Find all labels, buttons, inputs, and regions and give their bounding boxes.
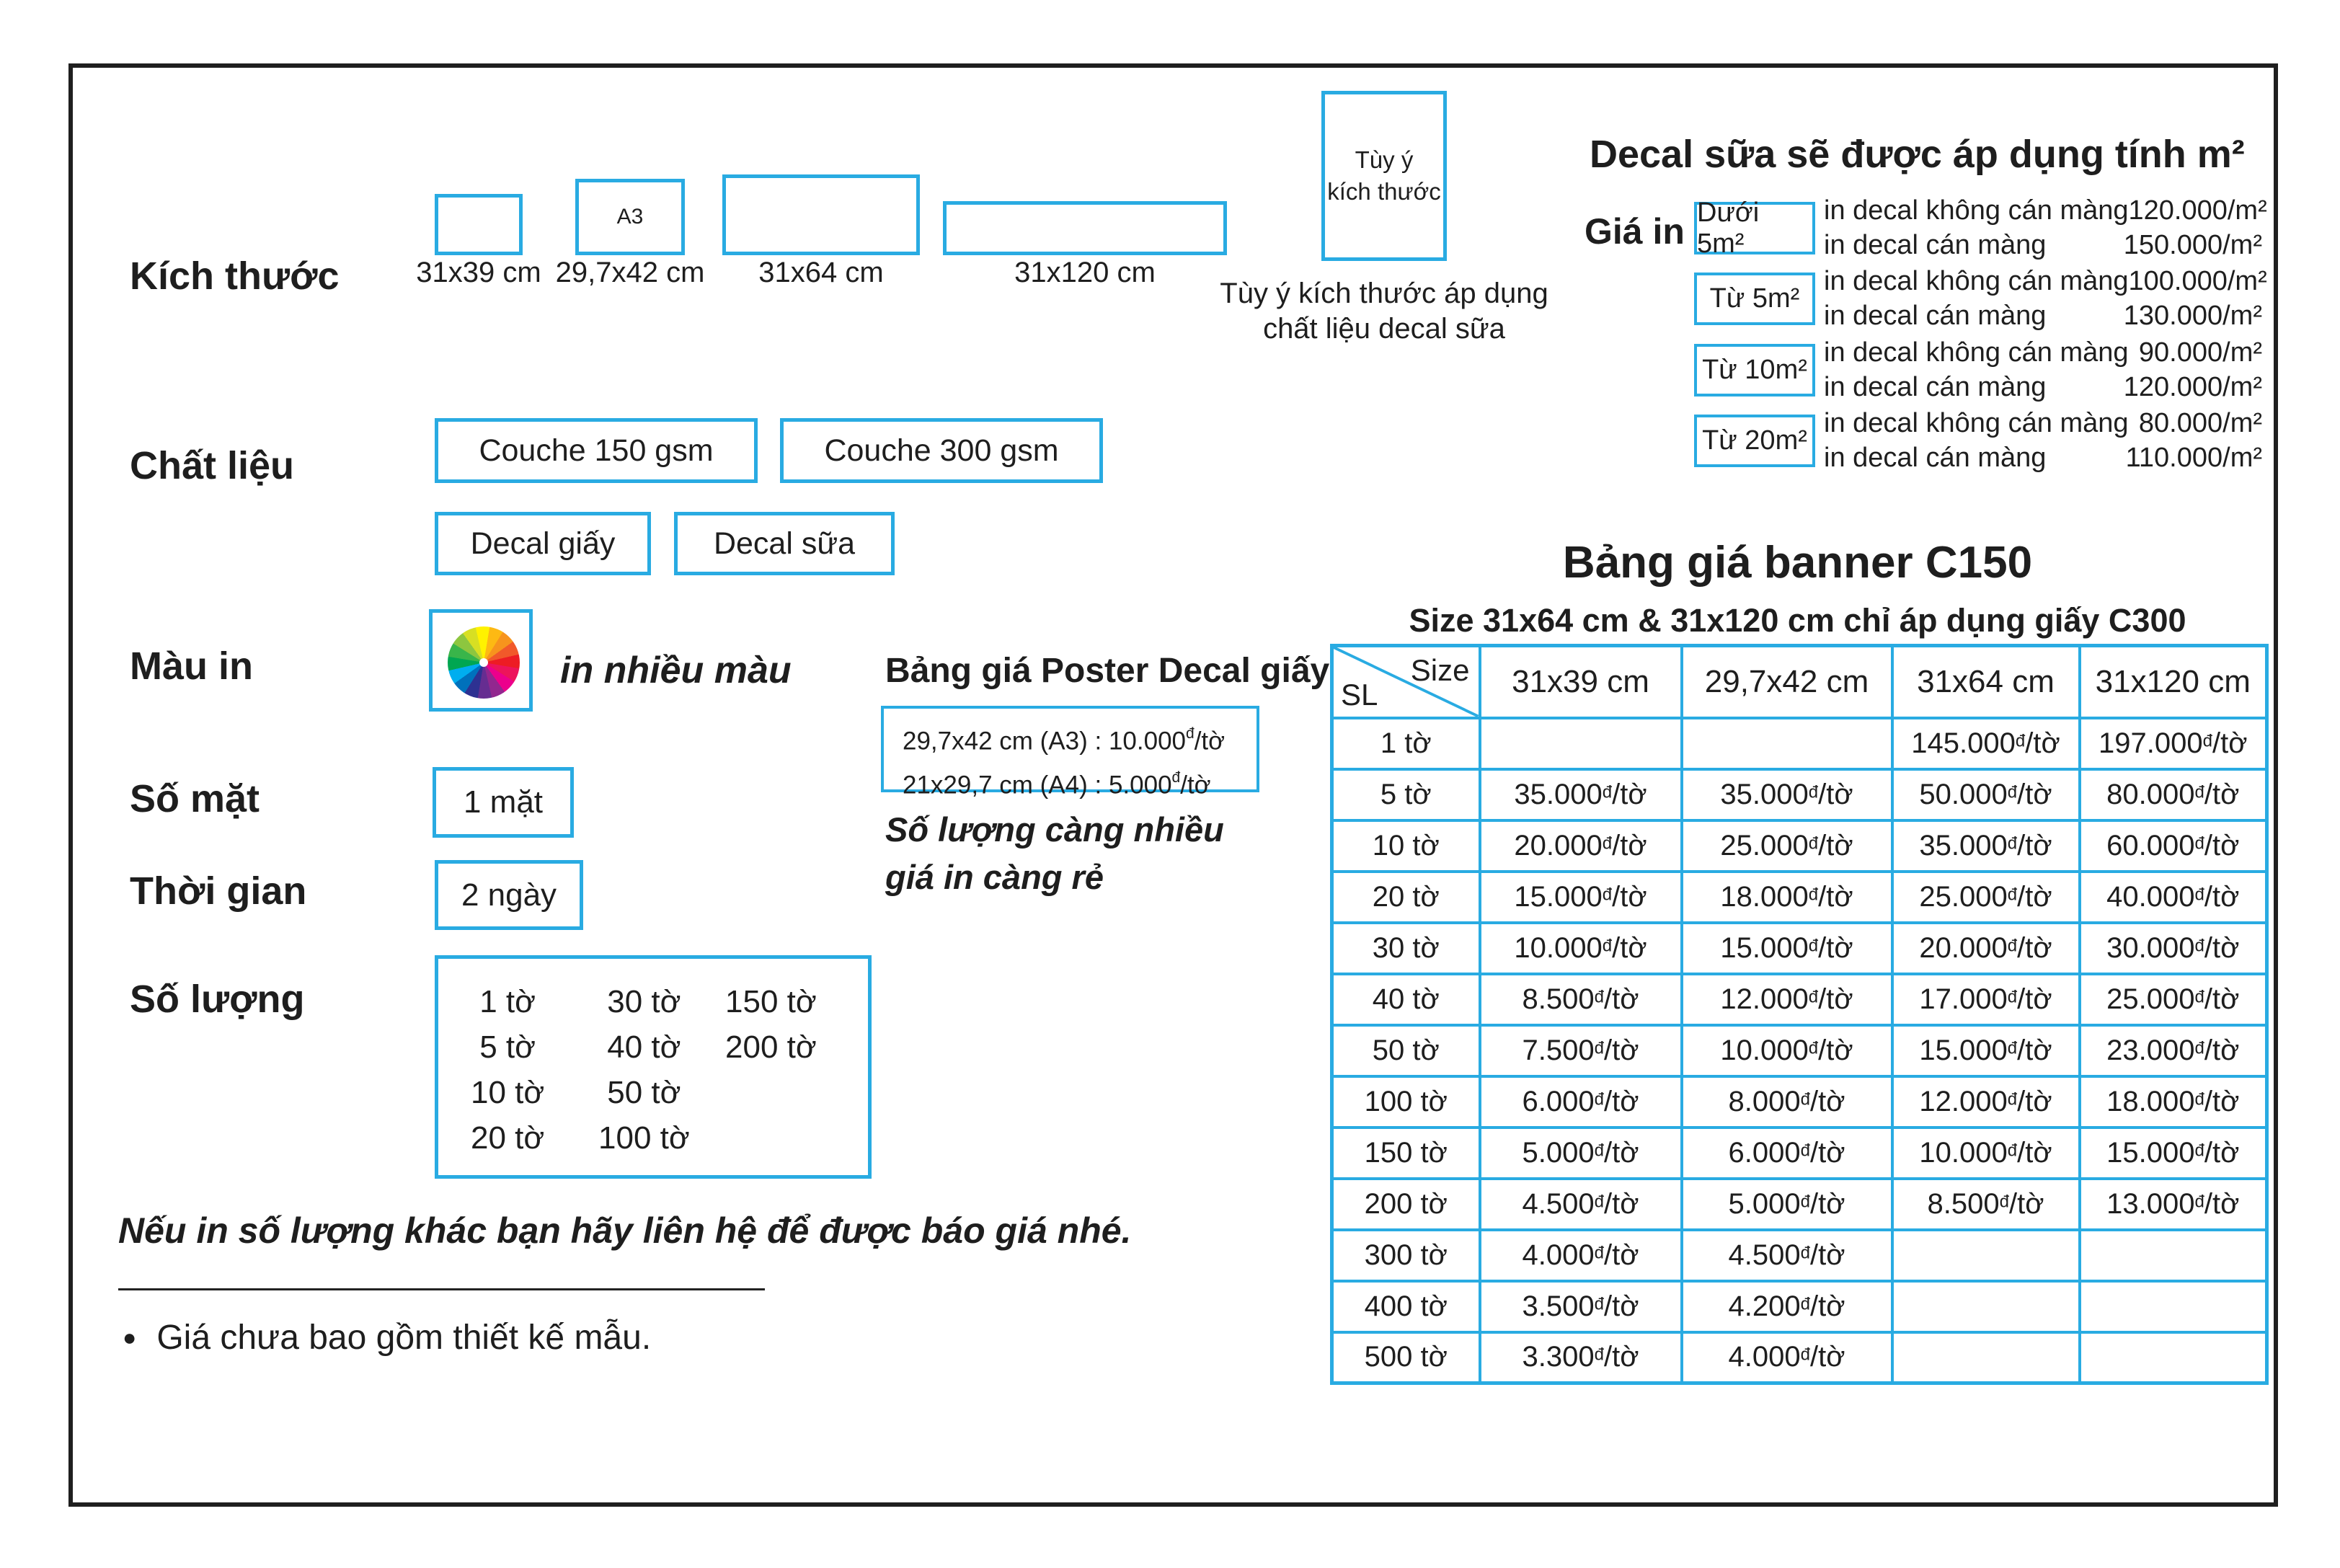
size-caption-31x39: 31x39 cm <box>416 257 541 288</box>
poster-price-a4: 21x29,7 cm (A4) : $5.000^đ/tờ$ <box>903 769 1211 799</box>
dong-superscript: đ <box>1602 833 1613 854</box>
banner-price-cell: $5.000^đ/tờ$ <box>1682 1179 1892 1230</box>
decal-option-label: in decal cán màng <box>1824 442 2047 473</box>
quantity-column <box>725 979 817 1070</box>
banner-price-cell <box>1480 718 1682 769</box>
quantity-option: 50 tờ <box>607 1075 681 1110</box>
banner-price-cell: $18.000^đ/tờ$ <box>1682 872 1892 923</box>
decal-option-price: 80.000/m² <box>2138 407 2262 438</box>
banner-price-cell: $25.000^đ/tờ$ <box>1682 820 1892 872</box>
banner-qty-cell: 40 tờ <box>1332 974 1480 1025</box>
banner-price-cell: $23.000^đ/tờ$ <box>2080 1025 2267 1076</box>
banner-table-row <box>1332 1230 2267 1281</box>
quantity-option: 20 tờ <box>471 1120 545 1156</box>
banner-price-cell: $35.000^đ/tờ$ <box>1480 769 1682 820</box>
quantity-option: 5 tờ <box>479 1029 536 1065</box>
dong-superscript: đ <box>1594 1140 1604 1161</box>
dong-superscript: đ <box>1800 1345 1810 1365</box>
banner-price-cell: $7.500^đ/tờ$ <box>1480 1025 1682 1076</box>
banner-price-cell: $20.000^đ/tờ$ <box>1892 923 2080 974</box>
dong-superscript: đ <box>2015 731 2026 751</box>
banner-price-cell: $10.000^đ/tờ$ <box>1480 923 1682 974</box>
dong-superscript: đ <box>1171 769 1181 787</box>
decal-pricing-title: Decal sữa sẽ được áp dụng tính m² <box>1590 133 2245 176</box>
decal-tier-range-box: Dưới 5m² <box>1694 202 1815 254</box>
banner-price-cell: $15.000^đ/tờ$ <box>1892 1025 2080 1076</box>
time-value-box: 2 ngày <box>435 860 583 930</box>
dong-superscript: đ <box>1808 987 1819 1007</box>
decal-option-price: 90.000/m² <box>2138 337 2262 368</box>
size-box-a3 <box>575 179 685 255</box>
dong-superscript: đ <box>2007 1140 2018 1161</box>
decal-option-price: 120.000/m² <box>2128 195 2267 226</box>
banner-price-cell: $4.200^đ/tờ$ <box>1682 1281 1892 1332</box>
banner-price-cell <box>1682 718 1892 769</box>
size-caption-custom <box>1193 276 1575 347</box>
decal-tier-range-box: Từ 10m² <box>1694 344 1815 397</box>
dong-superscript: đ <box>2007 885 2018 905</box>
disclaimer-text: Giá chưa bao gồm thiết kế mẫu. <box>156 1319 652 1357</box>
custom-size-line2: kích thước <box>1327 178 1441 205</box>
banner-table-row <box>1332 1076 2267 1128</box>
quantity-option: 200 tờ <box>725 1029 817 1065</box>
dong-superscript: đ <box>2007 782 2018 802</box>
dong-superscript: đ <box>1594 1294 1604 1314</box>
quantity-option: 100 tờ <box>598 1120 690 1156</box>
banner-table-row <box>1332 1128 2267 1179</box>
dong-superscript: đ <box>2007 987 2018 1007</box>
banner-price-cell: $18.000^đ/tờ$ <box>2080 1076 2267 1128</box>
size-caption-custom-line1: Tùy ý kích thước áp dụng <box>1220 278 1548 309</box>
banner-price-cell: $197.000^đ/tờ$ <box>2080 718 2267 769</box>
banner-price-cell <box>1892 1332 2080 1383</box>
banner-table-row <box>1332 1332 2267 1383</box>
banner-table-row <box>1332 872 2267 923</box>
dong-superscript: đ <box>1594 1089 1604 1109</box>
dong-superscript: đ <box>2194 833 2204 854</box>
banner-price-cell: $12.000^đ/tờ$ <box>1892 1076 2080 1128</box>
table-corner-cell <box>1332 646 1480 718</box>
banner-price-cell <box>1892 1230 2080 1281</box>
color-wheel-center <box>479 658 488 667</box>
dong-superscript: đ <box>1800 1140 1810 1161</box>
poster-price-a3: 29,7x42 cm (A3) : $10.000^đ/tờ$ <box>903 725 1226 756</box>
decal-tier-option-row <box>1824 264 2267 298</box>
banner-price-cell: $50.000^đ/tờ$ <box>1892 769 2080 820</box>
corner-sl-label: SL <box>1341 677 1378 712</box>
banner-size-header: 31x120 cm <box>2080 646 2267 718</box>
banner-table-row <box>1332 769 2267 820</box>
banner-price-cell: $13.000^đ/tờ$ <box>2080 1179 2267 1230</box>
dong-superscript: đ <box>2194 1038 2204 1058</box>
decal-option-label: in decal không cán màng <box>1824 337 2129 368</box>
decal-tier-option-row <box>1824 193 2267 228</box>
banner-qty-cell: 500 tờ <box>1332 1332 1480 1383</box>
poster-price-title: Bảng giá Poster Decal giấy <box>885 652 1330 690</box>
decal-option-price: 120.000/m² <box>2123 371 2262 402</box>
decal-option-label: in decal không cán màng <box>1824 407 2129 438</box>
banner-price-cell: $30.000^đ/tờ$ <box>2080 923 2267 974</box>
banner-price-cell <box>2080 1332 2267 1383</box>
decal-option-label: in decal cán màng <box>1824 229 2047 260</box>
banner-qty-cell: 100 tờ <box>1332 1076 1480 1128</box>
size-caption-31x120: 31x120 cm <box>1014 257 1156 288</box>
banner-table-row <box>1332 820 2267 872</box>
size-box-31x120 <box>943 201 1227 255</box>
banner-qty-cell: 5 tờ <box>1332 769 1480 820</box>
quantity-option: 1 tờ <box>479 984 536 1019</box>
dong-superscript: đ <box>2194 782 2204 802</box>
dong-superscript: đ <box>2007 1089 2018 1109</box>
size-caption-31x64: 31x64 cm <box>758 257 884 288</box>
banner-table-row <box>1332 923 2267 974</box>
dong-superscript: đ <box>2194 1089 2204 1109</box>
banner-price-cell: $12.000^đ/tờ$ <box>1682 974 1892 1025</box>
dong-superscript: đ <box>1594 1243 1604 1263</box>
banner-price-cell: $25.000^đ/tờ$ <box>2080 974 2267 1025</box>
sides-value-box: 1 mặt <box>433 767 574 838</box>
size-box-31x39 <box>435 194 523 255</box>
dong-superscript: đ <box>1594 1345 1604 1365</box>
dong-superscript: đ <box>1808 782 1819 802</box>
banner-price-table <box>1330 644 2269 1385</box>
decal-tier-option-row <box>1824 298 2262 333</box>
quantity-option: 40 tờ <box>607 1029 681 1065</box>
poster-price-box <box>881 706 1259 799</box>
decal-option-label: in decal cán màng <box>1824 371 2047 402</box>
banner-price-cell: $17.000^đ/tờ$ <box>1892 974 2080 1025</box>
banner-price-cell: $3.500^đ/tờ$ <box>1480 1281 1682 1332</box>
banner-price-cell: $4.000^đ/tờ$ <box>1480 1230 1682 1281</box>
quantity-field-label: Số lượng <box>130 978 305 1021</box>
dong-superscript: đ <box>1602 885 1613 905</box>
material-option-couche-150: Couche 150 gsm <box>435 418 758 483</box>
dong-superscript: đ <box>2007 1038 2018 1058</box>
contact-note: Nếu in số lượng khác bạn hãy liên hệ để được báo giá nhé. <box>118 1210 1132 1251</box>
banner-price-cell <box>2080 1230 2267 1281</box>
dong-superscript: đ <box>1800 1294 1810 1314</box>
banner-price-cell: $15.000^đ/tờ$ <box>1480 872 1682 923</box>
banner-size-header: 31x64 cm <box>1892 646 2080 718</box>
banner-price-cell: $35.000^đ/tờ$ <box>1682 769 1892 820</box>
size-box-custom <box>1321 91 1447 261</box>
banner-price-cell: $20.000^đ/tờ$ <box>1480 820 1682 872</box>
banner-table-row <box>1332 1025 2267 1076</box>
decal-tier-option-row <box>1824 440 2262 475</box>
material-field-label: Chất liệu <box>130 444 295 487</box>
banner-size-header: 31x39 cm <box>1480 646 1682 718</box>
poster-note-line1: Số lượng càng nhiều <box>885 810 1224 849</box>
decal-tier-option-row <box>1824 370 2262 404</box>
material-option-decal-giay: Decal giấy <box>435 512 651 575</box>
banner-price-cell: $60.000^đ/tờ$ <box>2080 820 2267 872</box>
dong-superscript: đ <box>2202 731 2212 751</box>
decal-tier-option-row <box>1824 228 2262 262</box>
color-note: in nhiều màu <box>560 650 792 691</box>
decal-option-price: 100.000/m² <box>2128 265 2267 296</box>
decal-price-label: Giá in <box>1585 211 1685 252</box>
banner-price-cell: $15.000^đ/tờ$ <box>2080 1128 2267 1179</box>
banner-qty-cell: 10 tờ <box>1332 820 1480 872</box>
decal-tier-range-box: Từ 5m² <box>1694 273 1815 325</box>
disclaimer-row <box>123 1318 651 1357</box>
banner-price-cell: $4.500^đ/tờ$ <box>1480 1179 1682 1230</box>
banner-price-cell: $4.000^đ/tờ$ <box>1682 1332 1892 1383</box>
banner-price-cell: $3.300^đ/tờ$ <box>1480 1332 1682 1383</box>
quantity-column <box>598 979 690 1161</box>
quantity-column <box>471 979 544 1161</box>
banner-price-cell <box>1892 1281 2080 1332</box>
banner-table-row <box>1332 974 2267 1025</box>
dong-superscript: đ <box>1800 1089 1810 1109</box>
bullet-icon: ● <box>123 1324 137 1350</box>
banner-qty-cell: 50 tờ <box>1332 1025 1480 1076</box>
banner-table-subtitle: Size 31x64 cm & 31x120 cm chỉ áp dụng giấy C300 <box>1409 602 2186 639</box>
banner-price-cell: $5.000^đ/tờ$ <box>1480 1128 1682 1179</box>
size-caption-custom-line2: chất liệu decal sữa <box>1263 313 1505 345</box>
banner-price-cell: $25.000^đ/tờ$ <box>1892 872 2080 923</box>
color-wheel-box <box>429 609 533 712</box>
size-box-custom-label <box>1327 144 1440 208</box>
dong-superscript: đ <box>1800 1243 1810 1263</box>
banner-price-cell: $6.000^đ/tờ$ <box>1682 1128 1892 1179</box>
decal-tier-option-row <box>1824 335 2262 370</box>
size-caption-a3: 29,7x42 cm <box>555 257 705 288</box>
banner-size-header: 29,7x42 cm <box>1682 646 1892 718</box>
decal-tier-range-box: Từ 20m² <box>1694 415 1815 467</box>
banner-qty-cell: 200 tờ <box>1332 1179 1480 1230</box>
dong-superscript: đ <box>1808 833 1819 854</box>
dong-superscript: đ <box>1808 1038 1819 1058</box>
dong-superscript: đ <box>1594 1192 1604 1212</box>
banner-price-cell: $8.000^đ/tờ$ <box>1682 1076 1892 1128</box>
dong-superscript: đ <box>2194 1140 2204 1161</box>
poster-note <box>885 806 1224 901</box>
dong-superscript: đ <box>1808 936 1819 956</box>
banner-table-header-row <box>1332 646 2267 718</box>
decal-option-price: 130.000/m² <box>2123 300 2262 331</box>
banner-price-cell <box>2080 1281 2267 1332</box>
dong-superscript: đ <box>2194 987 2204 1007</box>
banner-qty-cell: 20 tờ <box>1332 872 1480 923</box>
banner-qty-cell: 150 tờ <box>1332 1128 1480 1179</box>
custom-size-line1: Tùy ý <box>1355 146 1414 173</box>
banner-price-cell: $6.000^đ/tờ$ <box>1480 1076 1682 1128</box>
banner-price-cell: $40.000^đ/tờ$ <box>2080 872 2267 923</box>
decal-option-label: in decal không cán màng <box>1824 265 2129 296</box>
banner-price-cell: $35.000^đ/tờ$ <box>1892 820 2080 872</box>
banner-table-row <box>1332 718 2267 769</box>
corner-size-label: Size <box>1410 653 1470 687</box>
decal-option-price: 150.000/m² <box>2123 229 2262 260</box>
dong-superscript: đ <box>2194 885 2204 905</box>
dong-superscript: đ <box>2007 833 2018 854</box>
banner-table-title: Bảng giá banner C150 <box>1562 538 2033 588</box>
quantity-option: 30 tờ <box>607 984 681 1019</box>
color-wheel-icon <box>448 626 520 699</box>
material-option-decal-sua: Decal sữa <box>674 512 895 575</box>
dong-superscript: đ <box>1602 782 1613 802</box>
banner-table-row <box>1332 1179 2267 1230</box>
dong-superscript: đ <box>2194 1192 2204 1212</box>
poster-note-line2: giá in càng rẻ <box>885 858 1104 896</box>
decal-option-price: 110.000/m² <box>2125 442 2262 473</box>
size-box-a3-label: A3 <box>616 205 644 229</box>
dong-superscript: đ <box>2194 936 2204 956</box>
banner-price-cell: $4.500^đ/tờ$ <box>1682 1230 1892 1281</box>
size-field-label: Kích thước <box>130 254 340 298</box>
color-field-label: Màu in <box>130 645 253 688</box>
banner-price-cell: $10.000^đ/tờ$ <box>1892 1128 2080 1179</box>
banner-qty-cell: 1 tờ <box>1332 718 1480 769</box>
banner-qty-cell: 300 tờ <box>1332 1230 1480 1281</box>
quantity-options-box <box>435 955 872 1179</box>
dong-superscript: đ <box>1999 1192 2009 1212</box>
dong-superscript: đ <box>1594 987 1604 1007</box>
banner-price-cell: $15.000^đ/tờ$ <box>1682 923 1892 974</box>
banner-table-row <box>1332 1281 2267 1332</box>
banner-price-cell: $145.000^đ/tờ$ <box>1892 718 2080 769</box>
dong-superscript: đ <box>1602 936 1613 956</box>
time-field-label: Thời gian <box>130 869 307 913</box>
banner-price-cell: $8.500^đ/tờ$ <box>1892 1179 2080 1230</box>
dong-superscript: đ <box>2007 936 2018 956</box>
dong-superscript: đ <box>1594 1038 1604 1058</box>
decal-option-label: in decal cán màng <box>1824 300 2047 331</box>
divider-line <box>118 1288 765 1290</box>
quantity-option: 150 tờ <box>725 984 817 1019</box>
dong-superscript: đ <box>1800 1192 1810 1212</box>
size-box-31x64 <box>722 174 920 255</box>
banner-qty-cell: 400 tờ <box>1332 1281 1480 1332</box>
banner-price-cell: $8.500^đ/tờ$ <box>1480 974 1682 1025</box>
banner-price-cell: $10.000^đ/tờ$ <box>1682 1025 1892 1076</box>
decal-option-label: in decal không cán màng <box>1824 195 2129 226</box>
dong-superscript: đ <box>1808 885 1819 905</box>
decal-tier-option-row <box>1824 406 2262 440</box>
banner-price-cell: $80.000^đ/tờ$ <box>2080 769 2267 820</box>
dong-superscript: đ <box>1186 725 1195 742</box>
quantity-option: 10 tờ <box>471 1075 545 1110</box>
sides-field-label: Số mặt <box>130 777 260 820</box>
material-option-couche-300: Couche 300 gsm <box>780 418 1103 483</box>
banner-qty-cell: 30 tờ <box>1332 923 1480 974</box>
